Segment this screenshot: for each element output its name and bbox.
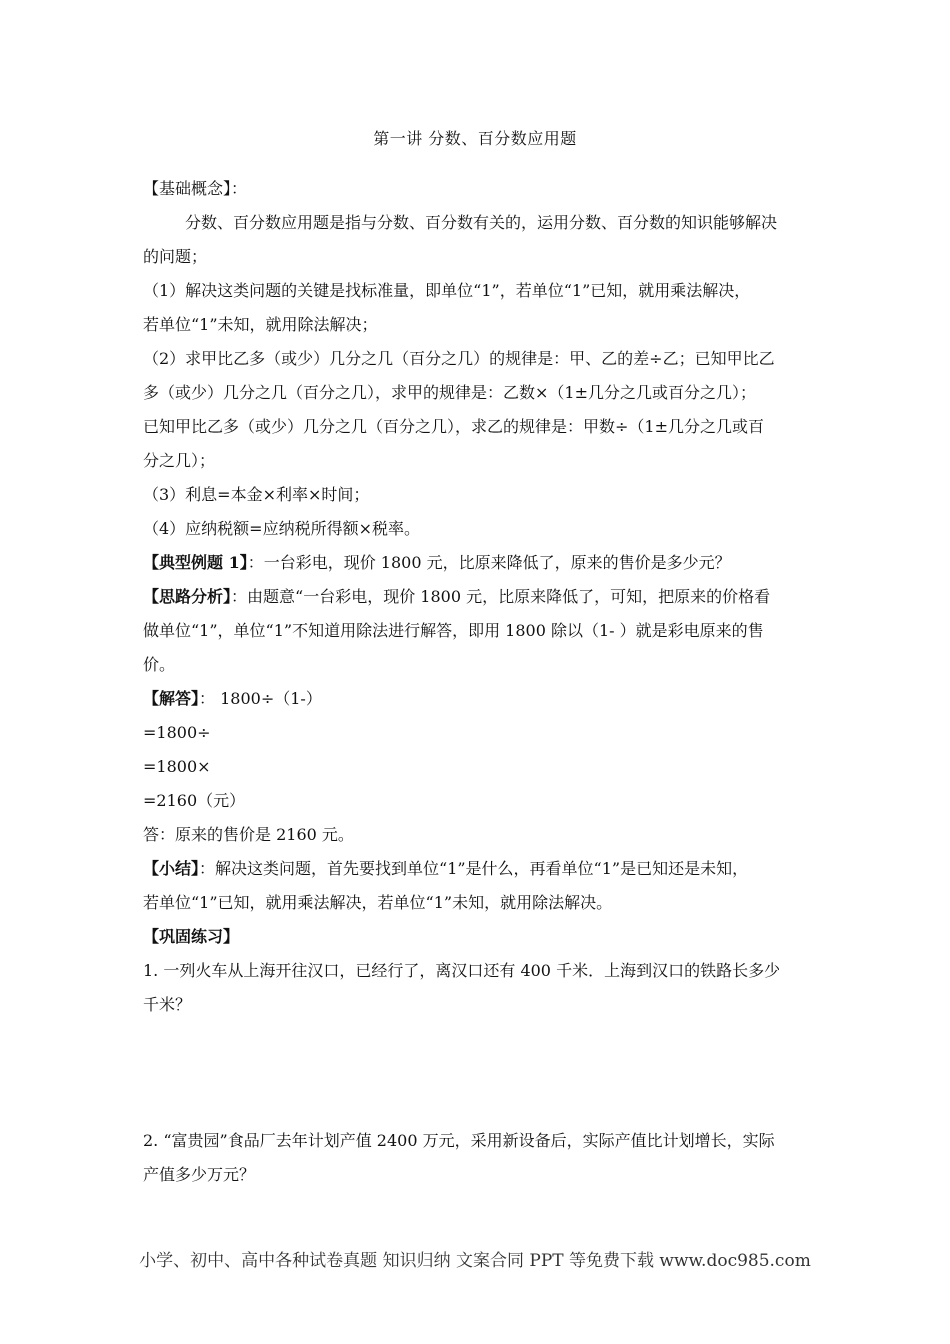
question-1-line-2: 千米？ (143, 995, 192, 1014)
analysis-line-2: 做单位“1”，单位“1”不知道用除法进行解答，即用 1800 除以（1- ）就是彩电原来的售 (143, 621, 764, 640)
concept-intro-line-1: 分数、百分数应用题是指与分数、百分数有关的，运用分数、百分数的知识能够解决 (185, 213, 778, 232)
answer-step-3: =1800× (143, 757, 211, 776)
rule-2-line-4: 分之几）； (143, 451, 216, 470)
summary-heading: 【小结】 (143, 859, 200, 878)
document-body (143, 172, 815, 1192)
page-title: 第一讲 分数、百分数应用题 (373, 129, 577, 148)
summary-line-2: 若单位“1”已知，就用乘法解决，若单位“1”未知，就用除法解决。 (143, 893, 613, 912)
answer-step-4: =2160（元） (143, 791, 246, 810)
rule-1-line-1: （1）解决这类问题的关键是找标准量，即单位“1”，若单位“1”已知，就用乘法解决， (143, 281, 751, 300)
answer-final: 答：原来的售价是 2160 元。 (143, 825, 354, 844)
answer-step-1: ： 1800÷（1-） (199, 689, 322, 708)
summary-line-1 (143, 852, 815, 886)
rule-1-line-2: 若单位“1”未知，就用除法解决； (143, 315, 378, 334)
question-2-line-1: 2. “富贵园”食品厂去年计划产值 2400 万元，采用新设备后，实际产值比计划增长，实际 (143, 1131, 775, 1150)
answer-space (143, 1022, 815, 1124)
question-2-line-2: 产值多少万元？ (143, 1165, 256, 1184)
analysis-heading: 【思路分析】 (143, 587, 232, 606)
answer-line-1 (143, 682, 815, 716)
practice-heading: 【巩固练习】 (143, 927, 240, 946)
example-text: ：一台彩电，现价 1800 元，比原来降低了，原来的售价是多少元？ (247, 553, 731, 572)
analysis-line-3: 价。 (143, 655, 176, 674)
analysis-line-1 (143, 580, 815, 614)
footer-text: 小学、初中、高中各种试卷真题 知识归纳 文案合同 PPT 等免费下载 www.doc985.com (139, 1251, 811, 1271)
answer-heading: 【解答】 (143, 689, 200, 708)
example-heading: 【典型例题 1】 (143, 553, 248, 572)
concept-intro-line-2: 的问题； (143, 247, 208, 266)
question-1-line-1: 1. 一列火车从上海开往汉口，已经行了，离汉口还有 400 千米．上海到汉口的铁路长多少 (143, 961, 781, 980)
rule-2-line-3: 已知甲比乙多（或少）几分之几（百分之几），求乙的规律是：甲数÷（1±几分之几或百 (143, 417, 764, 436)
example-1 (143, 546, 815, 580)
rule-4: （4）应纳税额=应纳税所得额×税率。 (143, 519, 420, 538)
summary-text-1: ：解决这类问题，首先要找到单位“1”是什么，再看单位“1”是已知还是未知， (199, 859, 749, 878)
rule-2-line-1: （2）求甲比乙多（或少）几分之几（百分之几）的规律是：甲、乙的差÷乙；已知甲比乙 (143, 349, 775, 368)
concept-heading: 【基础概念】： (143, 179, 248, 198)
analysis-text-1: ：由题意“一台彩电，现价 1800 元，比原来降低了，可知，把原来的价格看 (231, 587, 771, 606)
answer-step-2: =1800÷ (143, 723, 211, 742)
rule-3: （3）利息=本金×利率×时间； (143, 485, 370, 504)
rule-2-line-2: 多（或少）几分之几（百分之几），求甲的规律是：乙数×（1±几分之几或百分之几）； (143, 383, 756, 402)
